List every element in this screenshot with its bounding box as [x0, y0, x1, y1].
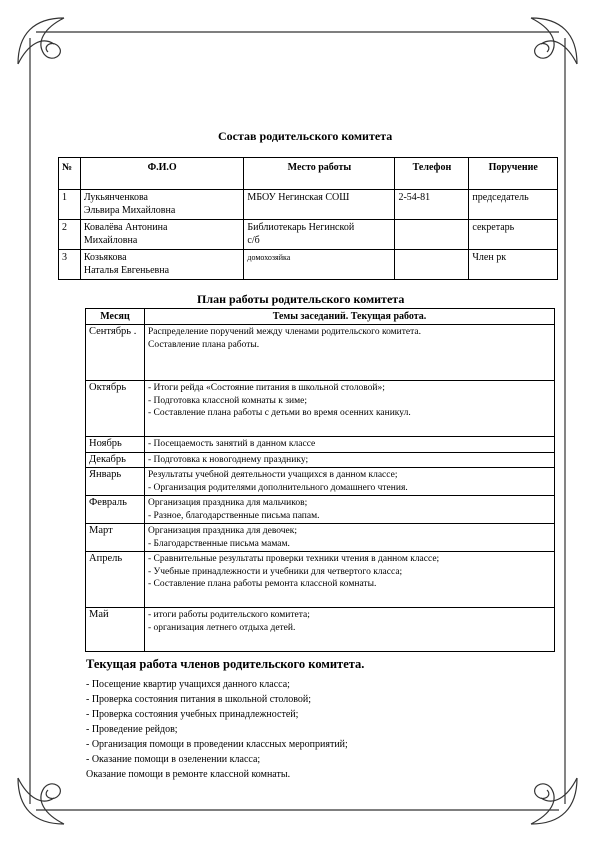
- member-phone: [395, 220, 469, 250]
- member-name: Лукьянченкова Эльвира Михайловна: [80, 190, 244, 220]
- member-name: Ковалёва Антонина Михайловна: [80, 220, 244, 250]
- col-phone-header: Телефон: [395, 158, 469, 190]
- table-row: [86, 325, 555, 381]
- committee-table: [58, 157, 558, 280]
- table-row: [59, 190, 558, 220]
- member-role: секретарь: [469, 220, 558, 250]
- plan-topics: Организация праздника для мальчиков; - Разное, благодарственные письма папам.: [145, 496, 555, 524]
- current-work-list: [86, 677, 348, 782]
- member-work: МБОУ Негинская СОШ: [244, 190, 395, 220]
- member-number: 3: [59, 250, 81, 280]
- member-number: 1: [59, 190, 81, 220]
- col-topics-header: Темы заседаний. Текущая работа.: [145, 309, 555, 325]
- plan-month: Май: [86, 608, 145, 652]
- member-role: председатель: [469, 190, 558, 220]
- list-item: - Проверка состояния учебных принадлежностей;: [86, 709, 299, 720]
- member-phone: [395, 250, 469, 280]
- plan-topics: - итоги работы родительского комитета; - организация летнего отдыха детей.: [145, 608, 555, 652]
- member-role: Член рк: [469, 250, 558, 280]
- list-item: - Проверка состояния питания в школьной столовой;: [86, 694, 312, 705]
- table-header-row: [86, 309, 555, 325]
- plan-topics: - Итоги рейда «Состояние питания в школьной столовой»; - Подготовка классной комнаты к зиме; - Составление плана работы с детьми во время осенних каникул.: [145, 381, 555, 437]
- plan-topics: Результаты учебной деятельности учащихся в данном классе; - Организация родителями дополнительного домашнего чтения.: [145, 468, 555, 496]
- table-row: [86, 381, 555, 437]
- table-header-row: [59, 158, 558, 190]
- table-row: [86, 452, 555, 468]
- member-name: Козьякова Наталья Евгеньевна: [80, 250, 244, 280]
- plan-table: [85, 308, 555, 652]
- member-work: домохозяйка: [244, 250, 395, 280]
- list-item: - Проведение рейдов;: [86, 724, 178, 735]
- col-work-header: Место работы: [244, 158, 395, 190]
- member-work: Библиотекарь Негинской с/б: [244, 220, 395, 250]
- table-row: [86, 608, 555, 652]
- list-item: - Организация помощи в проведении классных мероприятий;: [86, 739, 348, 750]
- table-row: [59, 220, 558, 250]
- plan-topics: - Сравнительные результаты проверки техники чтения в данном классе; - Учебные принадлежности и учебники для четвертого класса; - Составление плана работы ремонта классной комнаты.: [145, 552, 555, 608]
- plan-month: Декабрь: [86, 452, 145, 468]
- col-role-header: Поручение: [469, 158, 558, 190]
- plan-month: Сентябрь .: [86, 325, 145, 381]
- table-row: [86, 468, 555, 496]
- table-row: [86, 437, 555, 453]
- plan-month: Ноябрь: [86, 437, 145, 453]
- col-name-header: Ф.И.О: [80, 158, 244, 190]
- current-work-title: Текущая работа членов родительского комитета.: [86, 657, 365, 671]
- plan-title: План работы родительского комитета: [197, 292, 405, 306]
- plan-topics: - Подготовка к новогоднему празднику;: [145, 452, 555, 468]
- plan-month: Январь: [86, 468, 145, 496]
- list-item: Оказание помощи в ремонте классной комнаты.: [86, 769, 291, 780]
- member-number: 2: [59, 220, 81, 250]
- plan-month: Март: [86, 524, 145, 552]
- table-row: [59, 250, 558, 280]
- member-phone: 2-54-81: [395, 190, 469, 220]
- list-item: - Оказание помощи в озеленении класса;: [86, 754, 261, 765]
- col-number-header: №: [59, 158, 81, 190]
- plan-month: Октябрь: [86, 381, 145, 437]
- plan-month: Апрель: [86, 552, 145, 608]
- plan-month: Февраль: [86, 496, 145, 524]
- table-row: [86, 496, 555, 524]
- committee-title: Состав родительского комитета: [218, 129, 393, 143]
- table-row: [86, 552, 555, 608]
- plan-topics: - Посещаемость занятий в данном классе: [145, 437, 555, 453]
- table-row: [86, 524, 555, 552]
- col-month-header: Месяц: [86, 309, 145, 325]
- plan-topics: Организация праздника для девочек; - Благодарственные письма мамам.: [145, 524, 555, 552]
- plan-topics: Распределение поручений между членами родительского комитета. Составление плана работы.: [145, 325, 555, 381]
- list-item: - Посещение квартир учащихся данного класса;: [86, 679, 290, 690]
